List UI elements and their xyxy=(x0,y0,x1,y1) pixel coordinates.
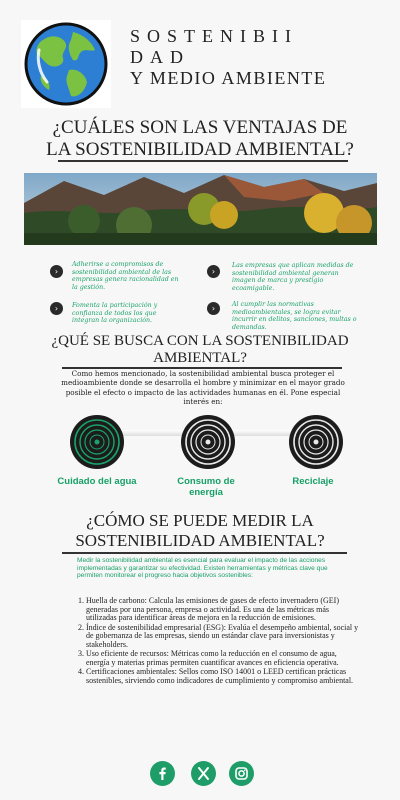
benefit-item: Las empresas que aplican medidas de sostenibilidad ambiental generan imagen de marca y prestigio ecoamigable. xyxy=(232,262,354,292)
instagram-button[interactable] xyxy=(229,761,254,786)
section3-intro: Medir la sostenibilidad ambiental es esencial para evaluar el impacto de las acciones implementadas y garantizar su efectividad. Existen herramientas y métricas clave que permiten monitorear el progreso hacia objetivos sostenibles: xyxy=(77,557,328,580)
section2-intro: Como hemos mencionado, la sostenibilidad ambiental busca proteger el medioambiente donde se desarrolla el hombre y minimizar en el mayor grado posible el efecto o impacto de las actividades humanas en él. Pone especial interés en: xyxy=(61,369,345,407)
tree-ring-icon xyxy=(286,412,346,472)
divider xyxy=(58,160,348,162)
section1-title: ¿CUÁLES SON LAS VENTAJAS DE LA SOSTENIBILIDAD AMBIENTAL? xyxy=(46,117,354,160)
chevron-right-icon: › xyxy=(207,265,220,278)
instagram-icon xyxy=(229,761,254,786)
list-item: 4. Certificaciones ambientales: Sellos como ISO 14001 o LEED certifican prácticas sostenibles, sirviendo como indicadores de cumplimiento y compromiso ambiental. xyxy=(86,668,361,685)
focus-item-label: Cuidado del agua xyxy=(57,476,137,487)
list-item: 2. Índice de sostenibilidad empresarial (ESG): Evalúa el desempeño ambiental, social y de gobernanza de las empresas, siendo un estándar clave para inversionistas y stakeholders. xyxy=(86,624,361,650)
benefit-item: Al cumplir las normativas medioambientales, se logra evitar incurrir en delitos, sanciones, multas o demandas. xyxy=(232,301,357,331)
section3-title: ¿CÓMO SE PUEDE MEDIR LA SOSTENIBILIDAD AMBIENTAL? xyxy=(75,511,325,550)
facebook-icon xyxy=(150,761,175,786)
tree-ring-icon xyxy=(67,412,127,472)
chevron-right-icon: › xyxy=(207,302,220,315)
benefit-item: Adherirse a compromisos de sostenibilidad ambiental de las empresas genera racionalidad en la gestión. xyxy=(72,261,179,291)
landscape-image xyxy=(24,173,377,245)
divider xyxy=(62,552,347,554)
x-button[interactable] xyxy=(191,761,216,786)
site-title-line3: Y MEDIO AMBIENTE xyxy=(130,68,327,88)
chevron-right-icon: › xyxy=(50,302,63,315)
site-title-line2: DAD xyxy=(130,47,190,67)
section2-title: ¿QUÉ SE BUSCA CON LA SOSTENIBILIDAD AMBIENTAL? xyxy=(51,333,349,366)
site-title xyxy=(130,26,390,89)
benefit-item: Fomenta la participación y confianza de todos los que integran la organización. xyxy=(72,302,158,325)
list-item: 1. Huella de carbono: Calcula las emisiones de gases de efecto invernadero (GEI) generadas por una persona, empresa o actividad. Es una de las métricas más utilizadas para identificar áreas de mejora en la reducción de emisiones. xyxy=(86,597,361,623)
metrics-list xyxy=(77,597,361,686)
x-icon xyxy=(191,761,216,786)
focus-item-label: Consumo de energía xyxy=(177,476,235,498)
logo xyxy=(21,20,111,108)
facebook-button[interactable] xyxy=(150,761,175,786)
chevron-right-icon: › xyxy=(50,265,63,278)
list-item: 3. Uso eficiente de recursos: Métricas como la reducción en el consumo de agua, energía y materias primas permiten cuantificar avances en eficiencia operativa. xyxy=(86,650,361,667)
tree-ring-icon xyxy=(178,412,238,472)
focus-item-label: Reciclaje xyxy=(292,476,334,487)
globe-icon xyxy=(21,20,111,108)
site-title-line1: SOSTENIBII xyxy=(130,26,298,46)
